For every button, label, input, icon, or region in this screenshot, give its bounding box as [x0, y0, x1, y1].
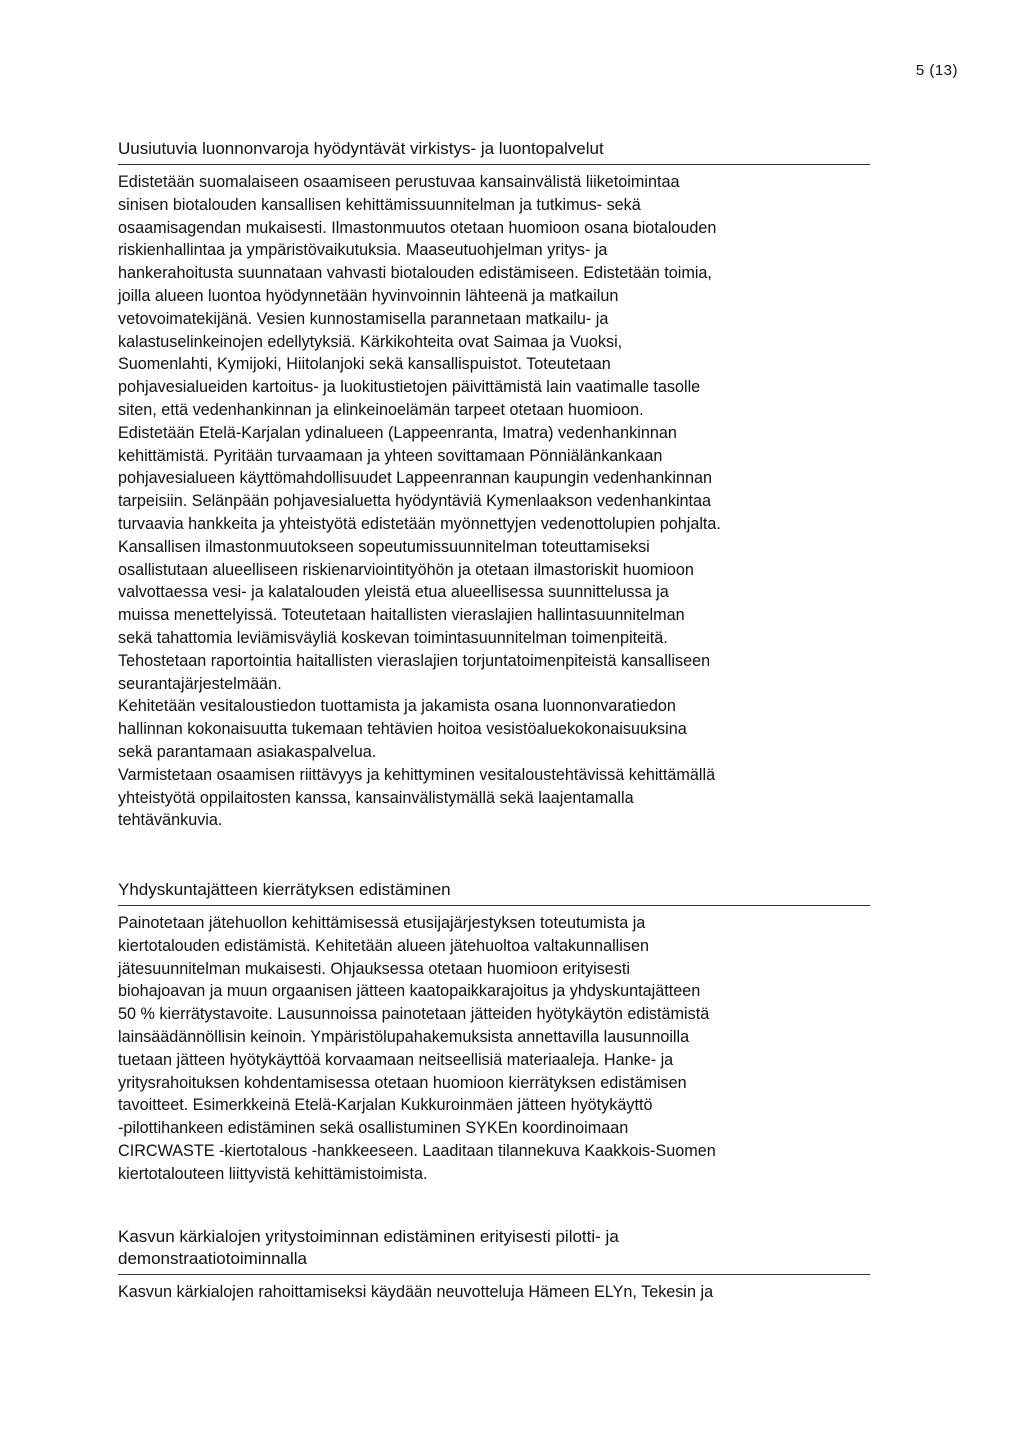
body-line: tavoitteet. Esimerkkeinä Etelä-Karjalan Kukkuroinmäen jätteen hyötykäyttö: [118, 1096, 653, 1115]
body-line: turvaavia hankkeita ja yhteistyötä edistetään myönnettyjen vedenottolupien pohjalta.: [118, 514, 721, 533]
section-heading: [118, 138, 878, 162]
heading-rule: [118, 905, 870, 906]
body-line: kiertotalouden edistämistä. Kehitetään alueen jätehuoltoa valtakunnallisen: [118, 936, 649, 955]
section-body: [118, 1281, 878, 1304]
heading-line: Yhdyskuntajätteen kierrätyksen edistäminen: [118, 880, 451, 899]
body-line: sekä tahattomia leviämisväyliä koskevan toimintasuunnitelman toimenpiteitä.: [118, 628, 668, 647]
body-line: kehittämistä. Pyritään turvaamaan ja yhteen sovittamaan Pönniälänkankaan: [118, 446, 663, 465]
body-line: vetovoimatekijänä. Vesien kunnostamisella parannetaan matkailu- ja: [118, 309, 609, 328]
body-line: biohajoavan ja muun orgaanisen jätteen kaatopaikkarajoitus ja yhdyskuntajätteen: [118, 982, 701, 1001]
body-line: tehtävänkuvia.: [118, 811, 223, 830]
section-body: [118, 912, 878, 1186]
body-line: Tehostetaan raportointia haitallisten vieraslajien torjuntatoimenpiteistä kansalliseen: [118, 651, 711, 670]
body-line: siten, että vedenhankinnan ja elinkeinoelämän tarpeet otetaan huomioon.: [118, 400, 644, 419]
heading-line: Kasvun kärkialojen yritystoiminnan edistäminen erityisesti pilotti- ja: [118, 1227, 619, 1246]
body-line: hallinnan kokonaisuutta tukemaan tehtävien hoitoa vesistöaluekokonaisuuksina: [118, 720, 687, 739]
body-line: 50 % kierrätystavoite. Lausunnoissa painotetaan jätteiden hyötykäytön edistämistä: [118, 1005, 710, 1024]
body-line: valvottaessa vesi- ja kalatalouden yleistä etua alueellisessa suunnittelussa ja: [118, 583, 669, 602]
body-line: yritysrahoituksen kohdentamisessa otetaan huomioon kierrätyksen edistämisen: [118, 1073, 687, 1092]
section-heading: [118, 879, 878, 903]
body-line: tuetaan jätteen hyötykäyttöä korvaamaan neitseellisiä materiaaleja. Hanke- ja: [118, 1050, 674, 1069]
section-heading: [118, 1226, 878, 1272]
body-line: Edistetään Etelä-Karjalan ydinalueen (Lappeenranta, Imatra) vedenhankinnan: [118, 423, 677, 442]
body-line: kalastuselinkeinojen edellytyksiä. Kärkikohteita ovat Saimaa ja Vuoksi,: [118, 332, 623, 351]
body-line: kiertotalouteen liittyvistä kehittämistoimista.: [118, 1164, 428, 1183]
body-line: Painotetaan jätehuollon kehittämisessä etusijajärjestyksen toteutumista ja: [118, 914, 646, 932]
heading-line: demonstraatiotoiminnalla: [118, 1249, 307, 1268]
body-line: riskienhallintaa ja ympäristövaikutuksia. Maaseutuohjelman yritys- ja: [118, 241, 608, 260]
body-line: pohjavesialueen käyttömahdollisuudet Lappeenrannan kaupungin vedenhankinnan: [118, 469, 713, 488]
body-line: joilla alueen luontoa hyödynnetään hyvinvoinnin lähteenä ja matkailun: [118, 286, 619, 305]
body-line: hankerahoitusta suunnataan vahvasti biotalouden edistämiseen. Edistetään toimia,: [118, 264, 712, 283]
section-recreation-services: [118, 138, 878, 832]
section-body: [118, 171, 878, 832]
page-number: 5 (13): [915, 62, 958, 79]
body-line: Kansallisen ilmastonmuutokseen sopeutumissuunnitelman toteuttamiseksi: [118, 537, 650, 556]
body-line: sekä parantamaan asiakaspalvelua.: [118, 742, 377, 761]
body-line: tarpeisiin. Selänpään pohjavesialuetta hyödyntäviä Kymenlaakson vedenhankintaa: [118, 492, 712, 511]
heading-rule: [118, 164, 870, 165]
heading-line: Uusiutuvia luonnonvaroja hyödyntävät virkistys- ja luontopalvelut: [118, 139, 604, 158]
body-line: osaamisagendan mukaisesti. Ilmastonmuutos otetaan huomioon osana biotalouden: [118, 218, 717, 237]
body-line: pohjavesialueiden kartoitus- ja luokitustietojen päivittämistä lain vaatimalle tasolle: [118, 378, 701, 397]
body-line: CIRCWASTE -kiertotalous -hankkeeseen. Laaditaan tilannekuva Kaakkois-Suomen: [118, 1141, 716, 1160]
section-growth-sectors: [118, 1226, 878, 1304]
body-line: osallistutaan alueelliseen riskienarviointityöhön ja otetaan ilmastoriskit huomioon: [118, 560, 694, 579]
heading-rule: [118, 1274, 870, 1275]
body-line: Edistetään suomalaiseen osaamiseen perustuvaa kansainvälistä liiketoimintaa: [118, 173, 680, 191]
body-line: muissa menettelyissä. Toteutetaan haitallisten vieraslajien hallintasuunnitelman: [118, 606, 685, 625]
body-line: Varmistetaan osaamisen riittävyys ja kehittyminen vesitaloustehtävissä kehittämällä: [118, 765, 716, 784]
body-line: lainsäädännöllisin keinoin. Ympäristölupahakemuksista annettavilla lausunnoilla: [118, 1027, 690, 1046]
body-line: -pilottihankeen edistäminen sekä osallistuminen SYKEn koordinoimaan: [118, 1119, 629, 1138]
body-line: Kasvun kärkialojen rahoittamiseksi käydään neuvotteluja Hämeen ELYn, Tekesin ja: [118, 1283, 714, 1301]
body-line: Kehitetään vesitaloustiedon tuottamista ja jakamista osana luonnonvaratiedon: [118, 697, 676, 716]
body-line: Suomenlahti, Kymijoki, Hiitolanjoki sekä kansallispuistot. Toteutetaan: [118, 355, 611, 374]
body-line: sinisen biotalouden kansallisen kehittämissuunnitelman ja tutkimus- sekä: [118, 195, 641, 214]
body-line: seurantajärjestelmään.: [118, 674, 282, 693]
body-line: yhteistyötä oppilaitosten kanssa, kansainvälistymällä sekä laajentamalla: [118, 788, 634, 807]
section-waste-recycling: [118, 879, 878, 1186]
body-line: jätesuunnitelman mukaisesti. Ohjauksessa otetaan huomioon erityisesti: [118, 959, 630, 978]
